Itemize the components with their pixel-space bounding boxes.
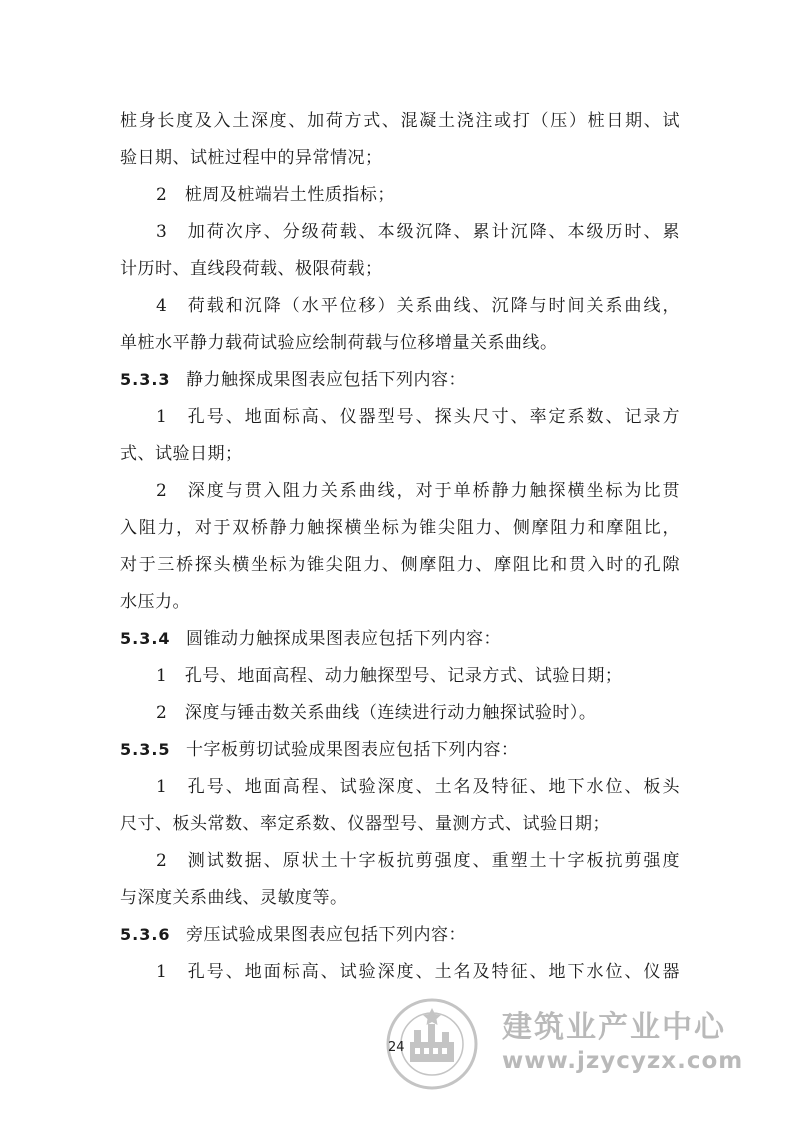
section-heading-5-3-4 (120, 624, 680, 654)
section-number: 5.3.6 (120, 925, 171, 944)
section-number: 5.3.3 (120, 370, 171, 389)
section-text: 静力触探成果图表应包括下列内容： (186, 370, 466, 390)
paragraph-line: 计历时、直线段荷载、极限荷载； (120, 259, 383, 279)
paragraph-line: 水压力。 (120, 592, 190, 612)
paragraph-line: 单桩水平静力载荷试验应绘制荷载与位移增量关系曲线。 (120, 333, 558, 353)
paragraph-line: 对于三桥探头横坐标为锥尖阻力、侧摩阻力、摩阻比和贯入时的孔隙 (120, 555, 680, 575)
list-item-line: 1 孔号、地面标高、试验深度、土名及特征、地下水位、仪器 (156, 962, 680, 982)
section-heading-5-3-6 (120, 920, 680, 950)
section-number: 5.3.4 (120, 629, 171, 648)
watermark (384, 996, 744, 1092)
list-item-line: 2 桩周及桩端岩土性质指标； (156, 185, 395, 205)
section-text: 圆锥动力触探成果图表应包括下列内容： (186, 629, 501, 649)
watermark-title: 建筑业产业中心 (502, 1010, 726, 1045)
section-heading-5-3-5 (120, 735, 680, 765)
list-item-line: 2 深度与锤击数关系曲线（连续进行动力触探试验时）。 (156, 703, 597, 723)
paragraph-line: 尺寸、板头常数、率定系数、仪器型号、量测方式、试验日期； (120, 814, 610, 834)
section-text: 十字板剪切试验成果图表应包括下列内容： (186, 740, 519, 760)
list-item-line: 1 孔号、地面标高、仪器型号、探头尺寸、率定系数、记录方 (156, 407, 680, 427)
page-number: 24 (388, 1040, 405, 1055)
paragraph-line: 入阻力，对于双桥静力触探横坐标为锥尖阻力、侧摩阻力和摩阻比， (120, 518, 680, 538)
paragraph-line: 桩身长度及入土深度、加荷方式、混凝土浇注或打（压）桩日期、试 (120, 111, 680, 131)
list-item-line: 2 测试数据、原状土十字板抗剪强度、重塑土十字板抗剪强度 (156, 851, 680, 871)
list-item-line: 1 孔号、地面高程、试验深度、土名及特征、地下水位、板头 (156, 777, 680, 797)
watermark-url: www.jzycyzx.com (502, 1048, 744, 1074)
list-item-line: 3 加荷次序、分级荷载、本级沉降、累计沉降、本级历时、累 (156, 222, 680, 242)
section-text: 旁压试验成果图表应包括下列内容： (186, 925, 466, 945)
section-number: 5.3.5 (120, 740, 171, 759)
section-heading-5-3-3 (120, 365, 680, 395)
list-item-line: 1 孔号、地面高程、动力触探型号、记录方式、试验日期； (156, 666, 623, 686)
list-item-line: 4 荷载和沉降（水平位移）关系曲线、沉降与时间关系曲线， (156, 296, 680, 316)
list-item-line: 2 深度与贯入阻力关系曲线，对于单桥静力触探横坐标为比贯 (156, 481, 680, 501)
paragraph-line: 与深度关系曲线、灵敏度等。 (120, 888, 348, 908)
paragraph-line: 验日期、试桩过程中的异常情况； (120, 148, 383, 168)
paragraph-line: 式、试验日期； (120, 444, 243, 464)
